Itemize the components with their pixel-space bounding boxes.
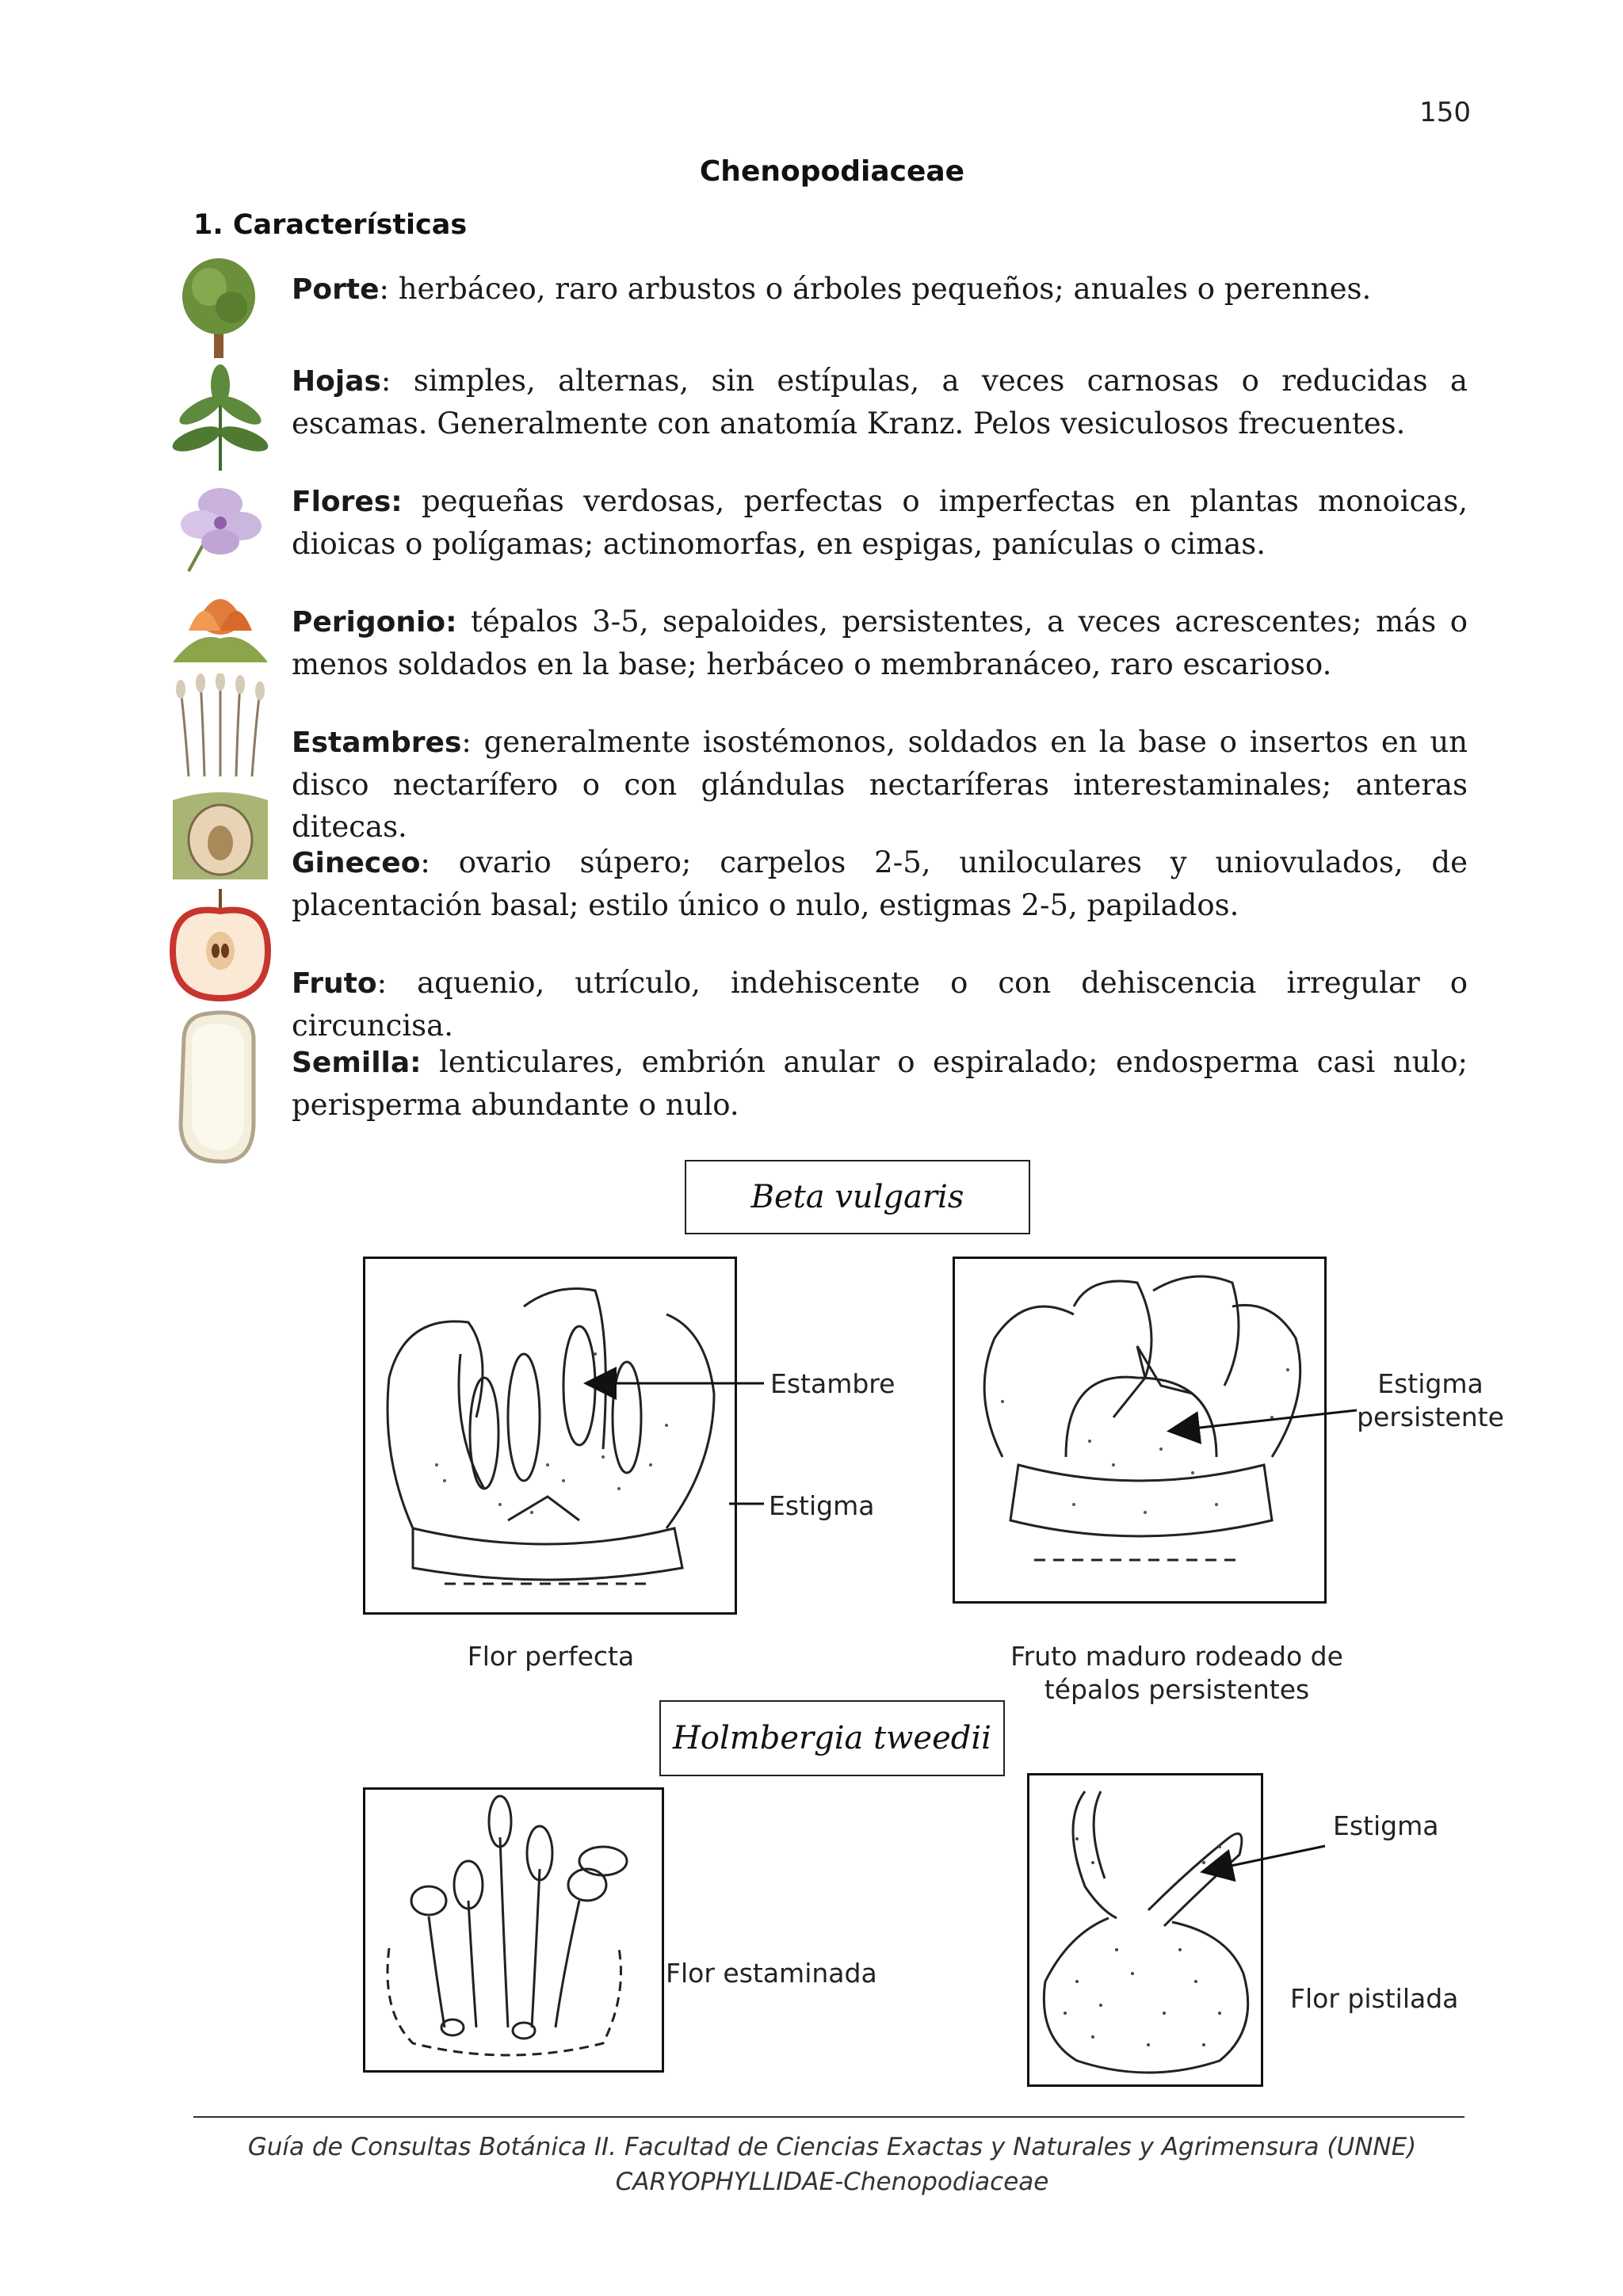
footer-line-2: CARYOPHYLLIDAE-Chenopodiaceae xyxy=(615,2168,1049,2196)
footer-divider xyxy=(193,2116,1465,2118)
char-text: : generalmente isostémonos, soldados en la base o insertos en un disco nectarífero o con glándulas nectaríferas interestaminales; anteras ditecas. xyxy=(292,725,1468,844)
char-perigonio xyxy=(292,601,1468,685)
pistillate-drawing xyxy=(1029,1775,1261,2084)
footer-line-1: Guía de Consultas Botánica II. Facultad de Ciencias Exactas y Naturales y Agrimensura (UNNE) xyxy=(247,2133,1417,2161)
char-text: : ovario súpero; carpelos 2-5, uniloculares y uniovulados, de placentación basal; estilo único o nulo, estigmas 2-5, papilados. xyxy=(292,845,1468,922)
char-semilla xyxy=(292,1041,1468,1126)
char-text: pequeñas verdosas, perfectas o imperfectas en plantas monoicas, dioicas o polígamas; actinomorfas, en espigas, panículas o cimas. xyxy=(292,484,1468,561)
char-label: Gineceo xyxy=(292,847,421,879)
figure-flor-pistilada xyxy=(1027,1773,1263,2087)
tree-icon xyxy=(165,252,276,360)
flower-icon xyxy=(165,472,276,575)
char-fruto xyxy=(292,962,1468,1047)
label-flor-pistilada: Flor pistilada xyxy=(1290,1983,1459,2014)
label-estigma: Estigma xyxy=(769,1490,875,1521)
fruit-drawing xyxy=(955,1259,1324,1601)
page-title: Chenopodiaceae xyxy=(699,155,965,188)
char-gineceo xyxy=(292,841,1468,926)
label-estigma-persistente: Estigma persistente xyxy=(1357,1368,1504,1432)
caption-fruto-maduro: Fruto maduro rodeado de tépalos persistentes xyxy=(1010,1641,1343,1705)
figure-flor-estaminada xyxy=(363,1787,664,2073)
seed-icon xyxy=(165,1006,276,1165)
ovary-icon xyxy=(165,784,276,887)
char-label: Estambres xyxy=(292,727,462,759)
figure-fruto-maduro xyxy=(953,1257,1327,1604)
char-label: Hojas xyxy=(292,365,381,398)
char-estambres xyxy=(292,721,1468,848)
label-flor-estaminada: Flor estaminada xyxy=(666,1958,877,1989)
figure-flor-perfecta xyxy=(363,1257,737,1615)
species-beta-vulgaris: Beta vulgaris xyxy=(685,1160,1030,1234)
char-hojas xyxy=(292,360,1468,444)
char-label: Perigonio: xyxy=(292,606,457,639)
char-label: Semilla: xyxy=(292,1047,422,1079)
char-label: Fruto xyxy=(292,967,377,1000)
char-flores xyxy=(292,480,1468,565)
label-estigma-holmbergia: Estigma xyxy=(1333,1810,1439,1841)
char-text: tépalos 3-5, sepaloides, persistentes, a veces acrescentes; más o menos soldados en la base; herbáceo o membranáceo, raro escarioso. xyxy=(292,605,1468,681)
perianth-icon xyxy=(165,575,276,673)
char-text: : aquenio, utrículo, indehiscente o con dehiscencia irregular o circuncisa. xyxy=(292,966,1468,1043)
leaf-icon xyxy=(165,361,276,472)
char-label: Porte xyxy=(292,273,380,306)
caption-flor-perfecta: Flor perfecta xyxy=(467,1641,635,1672)
char-text: : herbáceo, raro arbustos o árboles pequeños; anuales o perennes. xyxy=(379,272,1372,306)
page-number: 150 xyxy=(1419,97,1471,128)
char-label: Flores: xyxy=(292,486,403,518)
stamens-icon xyxy=(165,673,276,784)
flower-drawing xyxy=(365,1259,735,1612)
fruit-icon xyxy=(165,887,276,1006)
section-heading: 1. Características xyxy=(193,209,468,241)
char-text: : simples, alternas, sin estípulas, a veces carnosas o reducidas a escamas. Generalmente con anatomía Kranz. Pelos vesiculosos frecuentes. xyxy=(292,364,1468,441)
species-holmbergia-tweedii: Holmbergia tweedii xyxy=(659,1700,1005,1776)
staminate-drawing xyxy=(365,1790,662,2070)
char-text: lenticulares, embrión anular o espiralado; endosperma casi nulo; perisperma abundante o nulo. xyxy=(292,1045,1468,1122)
char-porte xyxy=(292,268,1468,311)
label-estambre: Estambre xyxy=(770,1368,896,1399)
